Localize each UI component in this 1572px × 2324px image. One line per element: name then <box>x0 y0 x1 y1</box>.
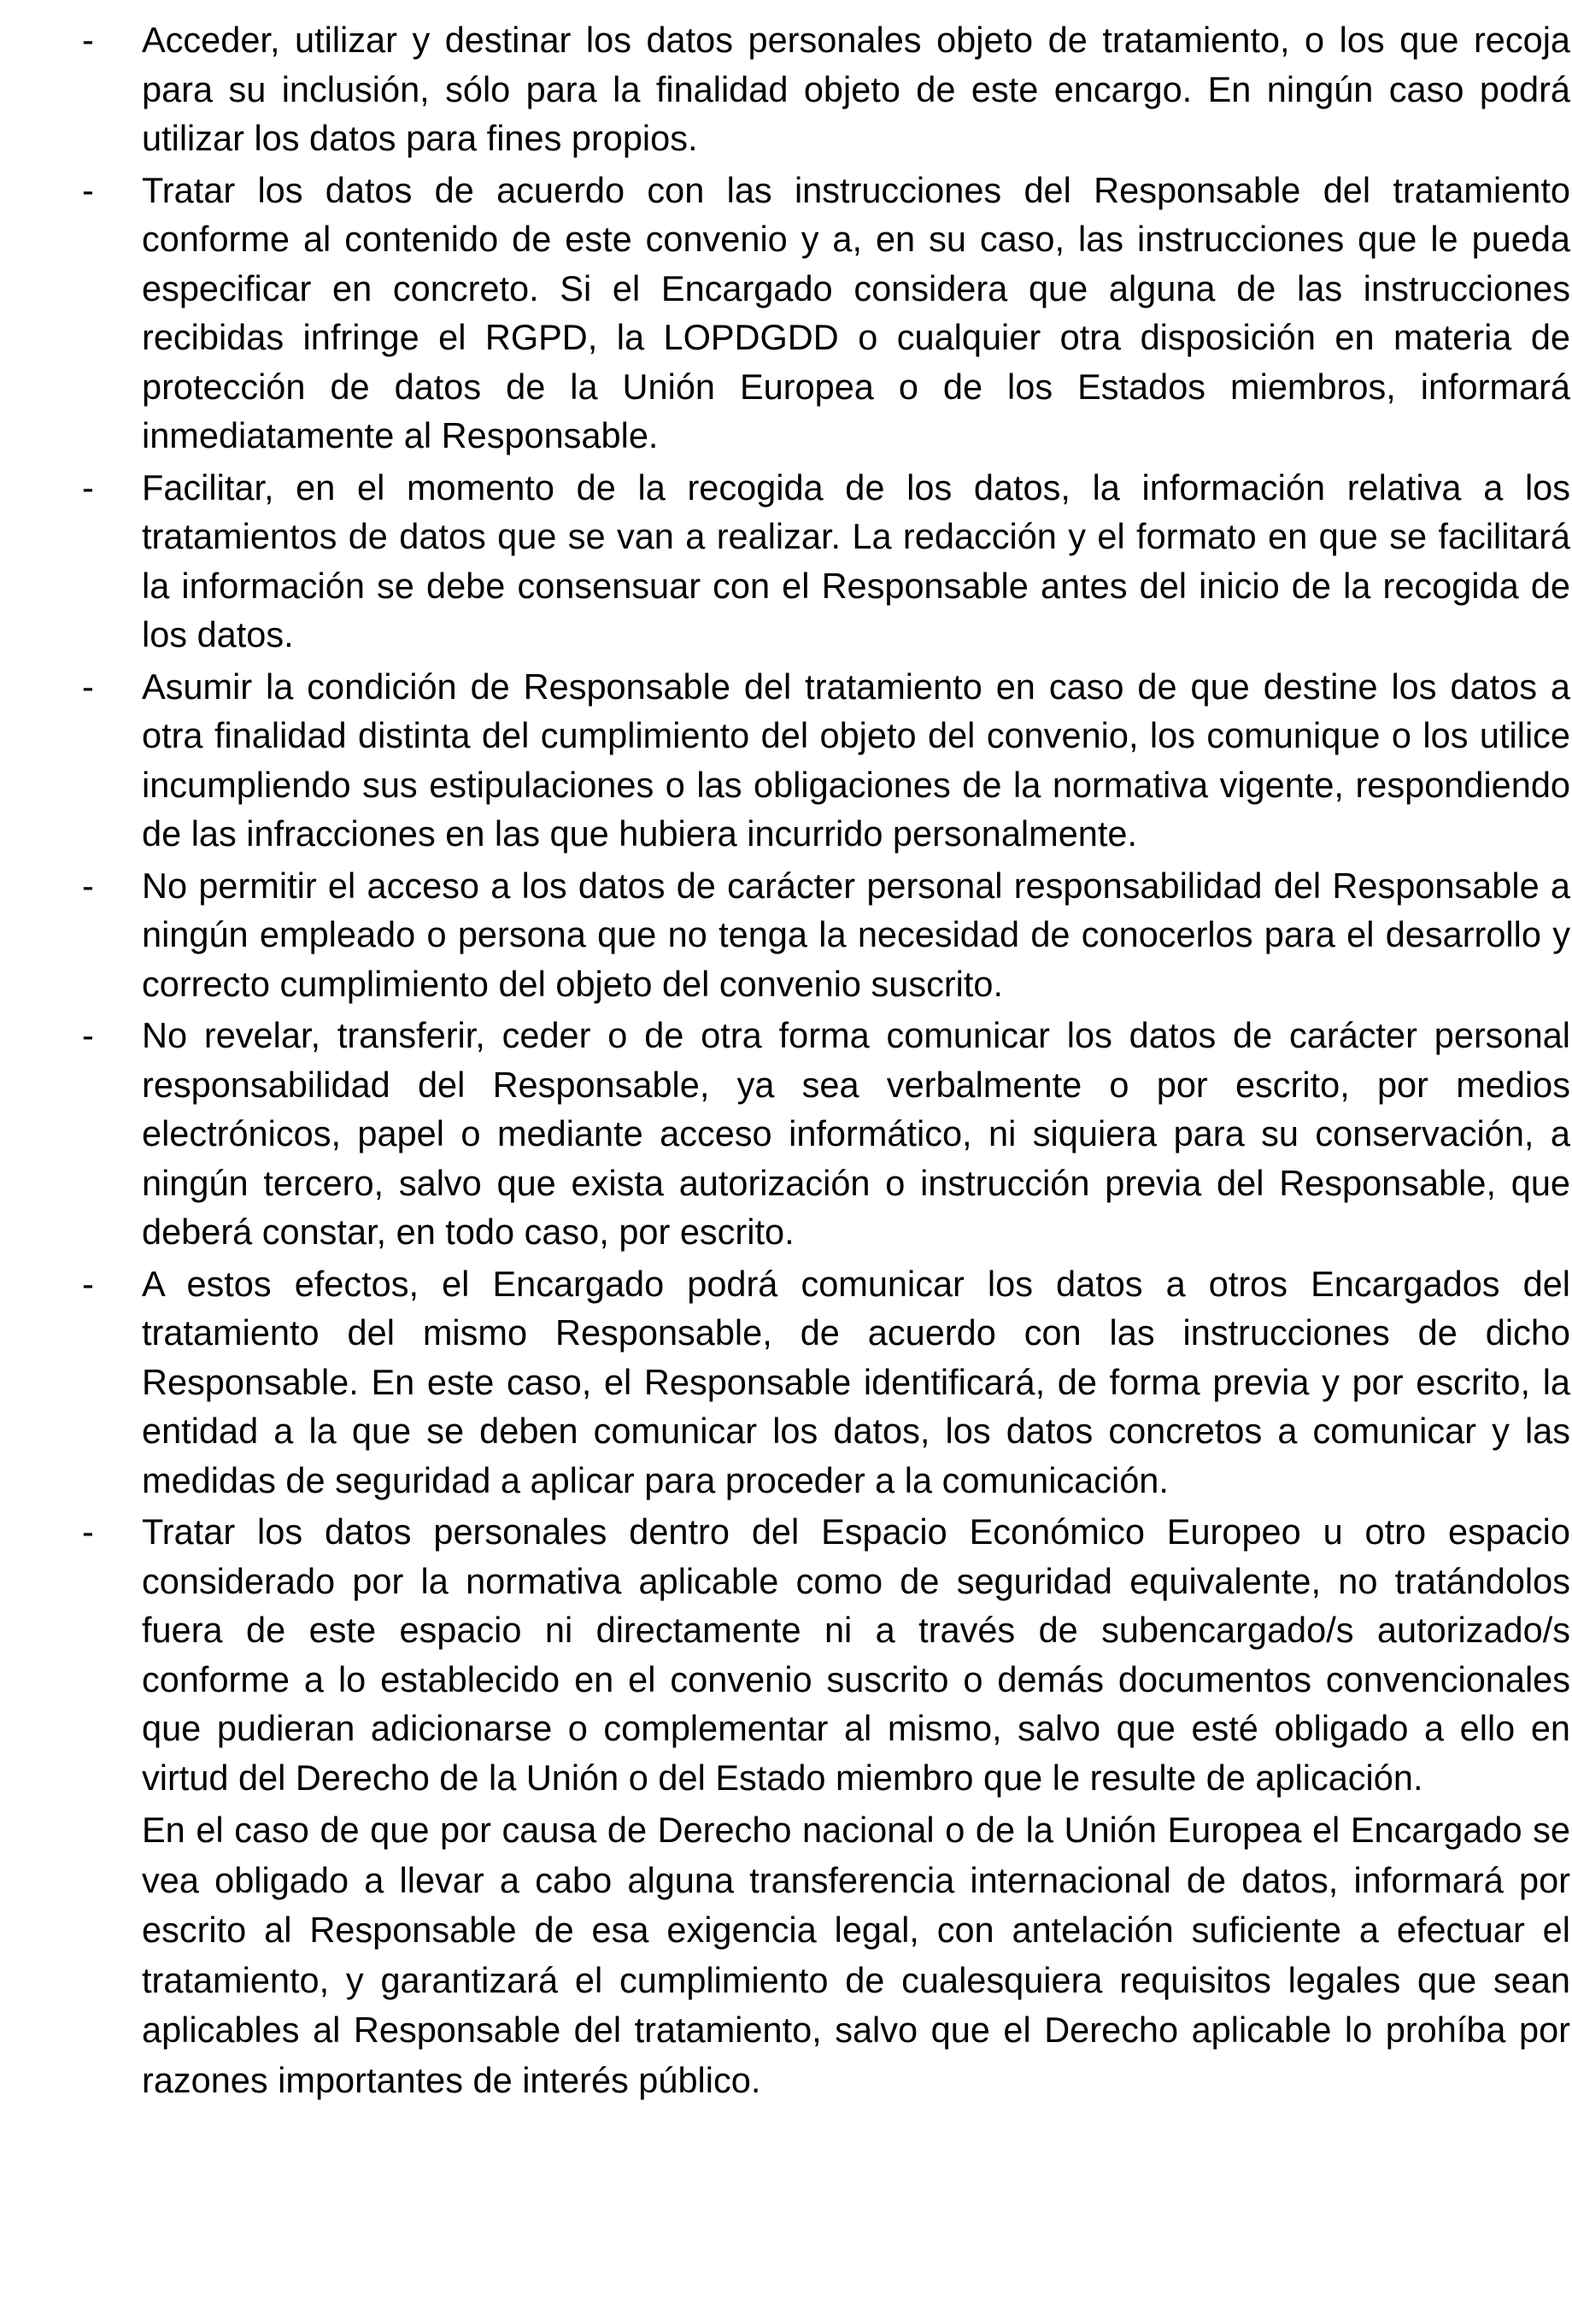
list-item-text: Asumir la condición de Responsable del tratamiento en caso de que destine los datos a otra finalidad distinta del cumplimiento del objeto del convenio, los comunique o los utilice incumpliendo sus estipulaciones o las obligaciones de la normativa vigente, respondiendo de las infracciones en las que hubiera incurrido personalmente. <box>142 666 1570 854</box>
bullet-marker: - <box>82 666 94 707</box>
bullet-marker: - <box>82 865 94 906</box>
list-item <box>82 662 1570 859</box>
list-item <box>82 1259 1570 1505</box>
list-item-text: No revelar, transferir, ceder o de otra forma comunicar los datos de carácter personal responsabilidad del Responsable, ya sea verbalmente o por escrito, por medios electrónicos, papel o mediante acceso informático, ni siquiera para su conservación, a ningún tercero, salvo que exista autorización o instrucción previa del Responsable, que deberá constar, en todo caso, por escrito. <box>142 1015 1570 1252</box>
list-item <box>82 861 1570 1009</box>
list-item-text: No permitir el acceso a los datos de carácter personal responsabilidad del Responsable a ningún empleado o persona que no tenga la necesidad de conocerlos para el desarrollo y correcto cumplimiento del objeto del convenio suscrito. <box>142 865 1570 1004</box>
obligations-list <box>82 15 1570 1802</box>
list-item <box>82 1507 1570 1802</box>
list-item <box>82 166 1570 461</box>
document-body <box>82 15 1570 2105</box>
bullet-marker: - <box>82 1263 94 1304</box>
list-item <box>82 15 1570 163</box>
bullet-marker: - <box>82 1511 94 1552</box>
bullet-marker: - <box>82 467 94 508</box>
list-item-text: Acceder, utilizar y destinar los datos personales objeto de tratamiento, o los que recoja para su inclusión, sólo para la finalidad objeto de este encargo. En ningún caso podrá utilizar los datos para fines propios. <box>142 20 1570 158</box>
list-item <box>82 463 1570 660</box>
list-item-text: Facilitar, en el momento de la recogida de los datos, la información relativa a los tratamientos de datos que se van a realizar. La redacción y el formato en que se facilitará la información se debe consensuar con el Responsable antes del inicio de la recogida de los datos. <box>142 467 1570 654</box>
list-item-text: A estos efectos, el Encargado podrá comunicar los datos a otros Encargados del tratamiento del mismo Responsable, de acuerdo con las instrucciones de dicho Responsable. En este caso, el Responsable identificará, de forma previa y por escrito, la entidad a la que se deben comunicar los datos, los datos concretos a comunicar y las medidas de seguridad a aplicar para proceder a la comunicación. <box>142 1263 1570 1500</box>
list-item-text: Tratar los datos personales dentro del Espacio Económico Europeo u otro espacio considerado por la normativa aplicable como de seguridad equivalente, no tratándolos fuera de este espacio ni directamente ni a través de subencargado/s autorizado/s conforme a lo establecido en el convenio suscrito o demás documentos convencionales que pudieran adicionarse o complementar al mismo, salvo que esté obligado a ello en virtud del Derecho de la Unión o del Estado miembro que le resulte de aplicación. <box>142 1511 1570 1798</box>
bullet-marker: - <box>82 20 94 60</box>
closing-paragraph: En el caso de que por causa de Derecho nacional o de la Unión Europea el Encargado se vea obligado a llevar a cabo alguna transferencia internacional de datos, informará por escrito al Responsable de esa exigencia legal, con antelación suficiente a efectuar el tratamiento, y garantizará el cumplimiento de cualesquiera requisitos legales que sean aplicables al Responsable del tratamiento, salvo que el Derecho aplicable lo prohíba por razones importantes de interés público. <box>142 1810 1570 2100</box>
list-item-text: Tratar los datos de acuerdo con las instrucciones del Responsable del tratamiento conforme al contenido de este convenio y a, en su caso, las instrucciones que le pueda especificar en concreto. Si el Encargado considera que alguna de las instrucciones recibidas infringe el RGPD, la LOPDGDD o cualquier otra disposición en materia de protección de datos de la Unión Europea o de los Estados miembros, informará inmediatamente al Responsable. <box>142 169 1570 455</box>
bullet-marker: - <box>82 1015 94 1055</box>
list-item <box>82 1011 1570 1257</box>
bullet-marker: - <box>82 169 94 210</box>
